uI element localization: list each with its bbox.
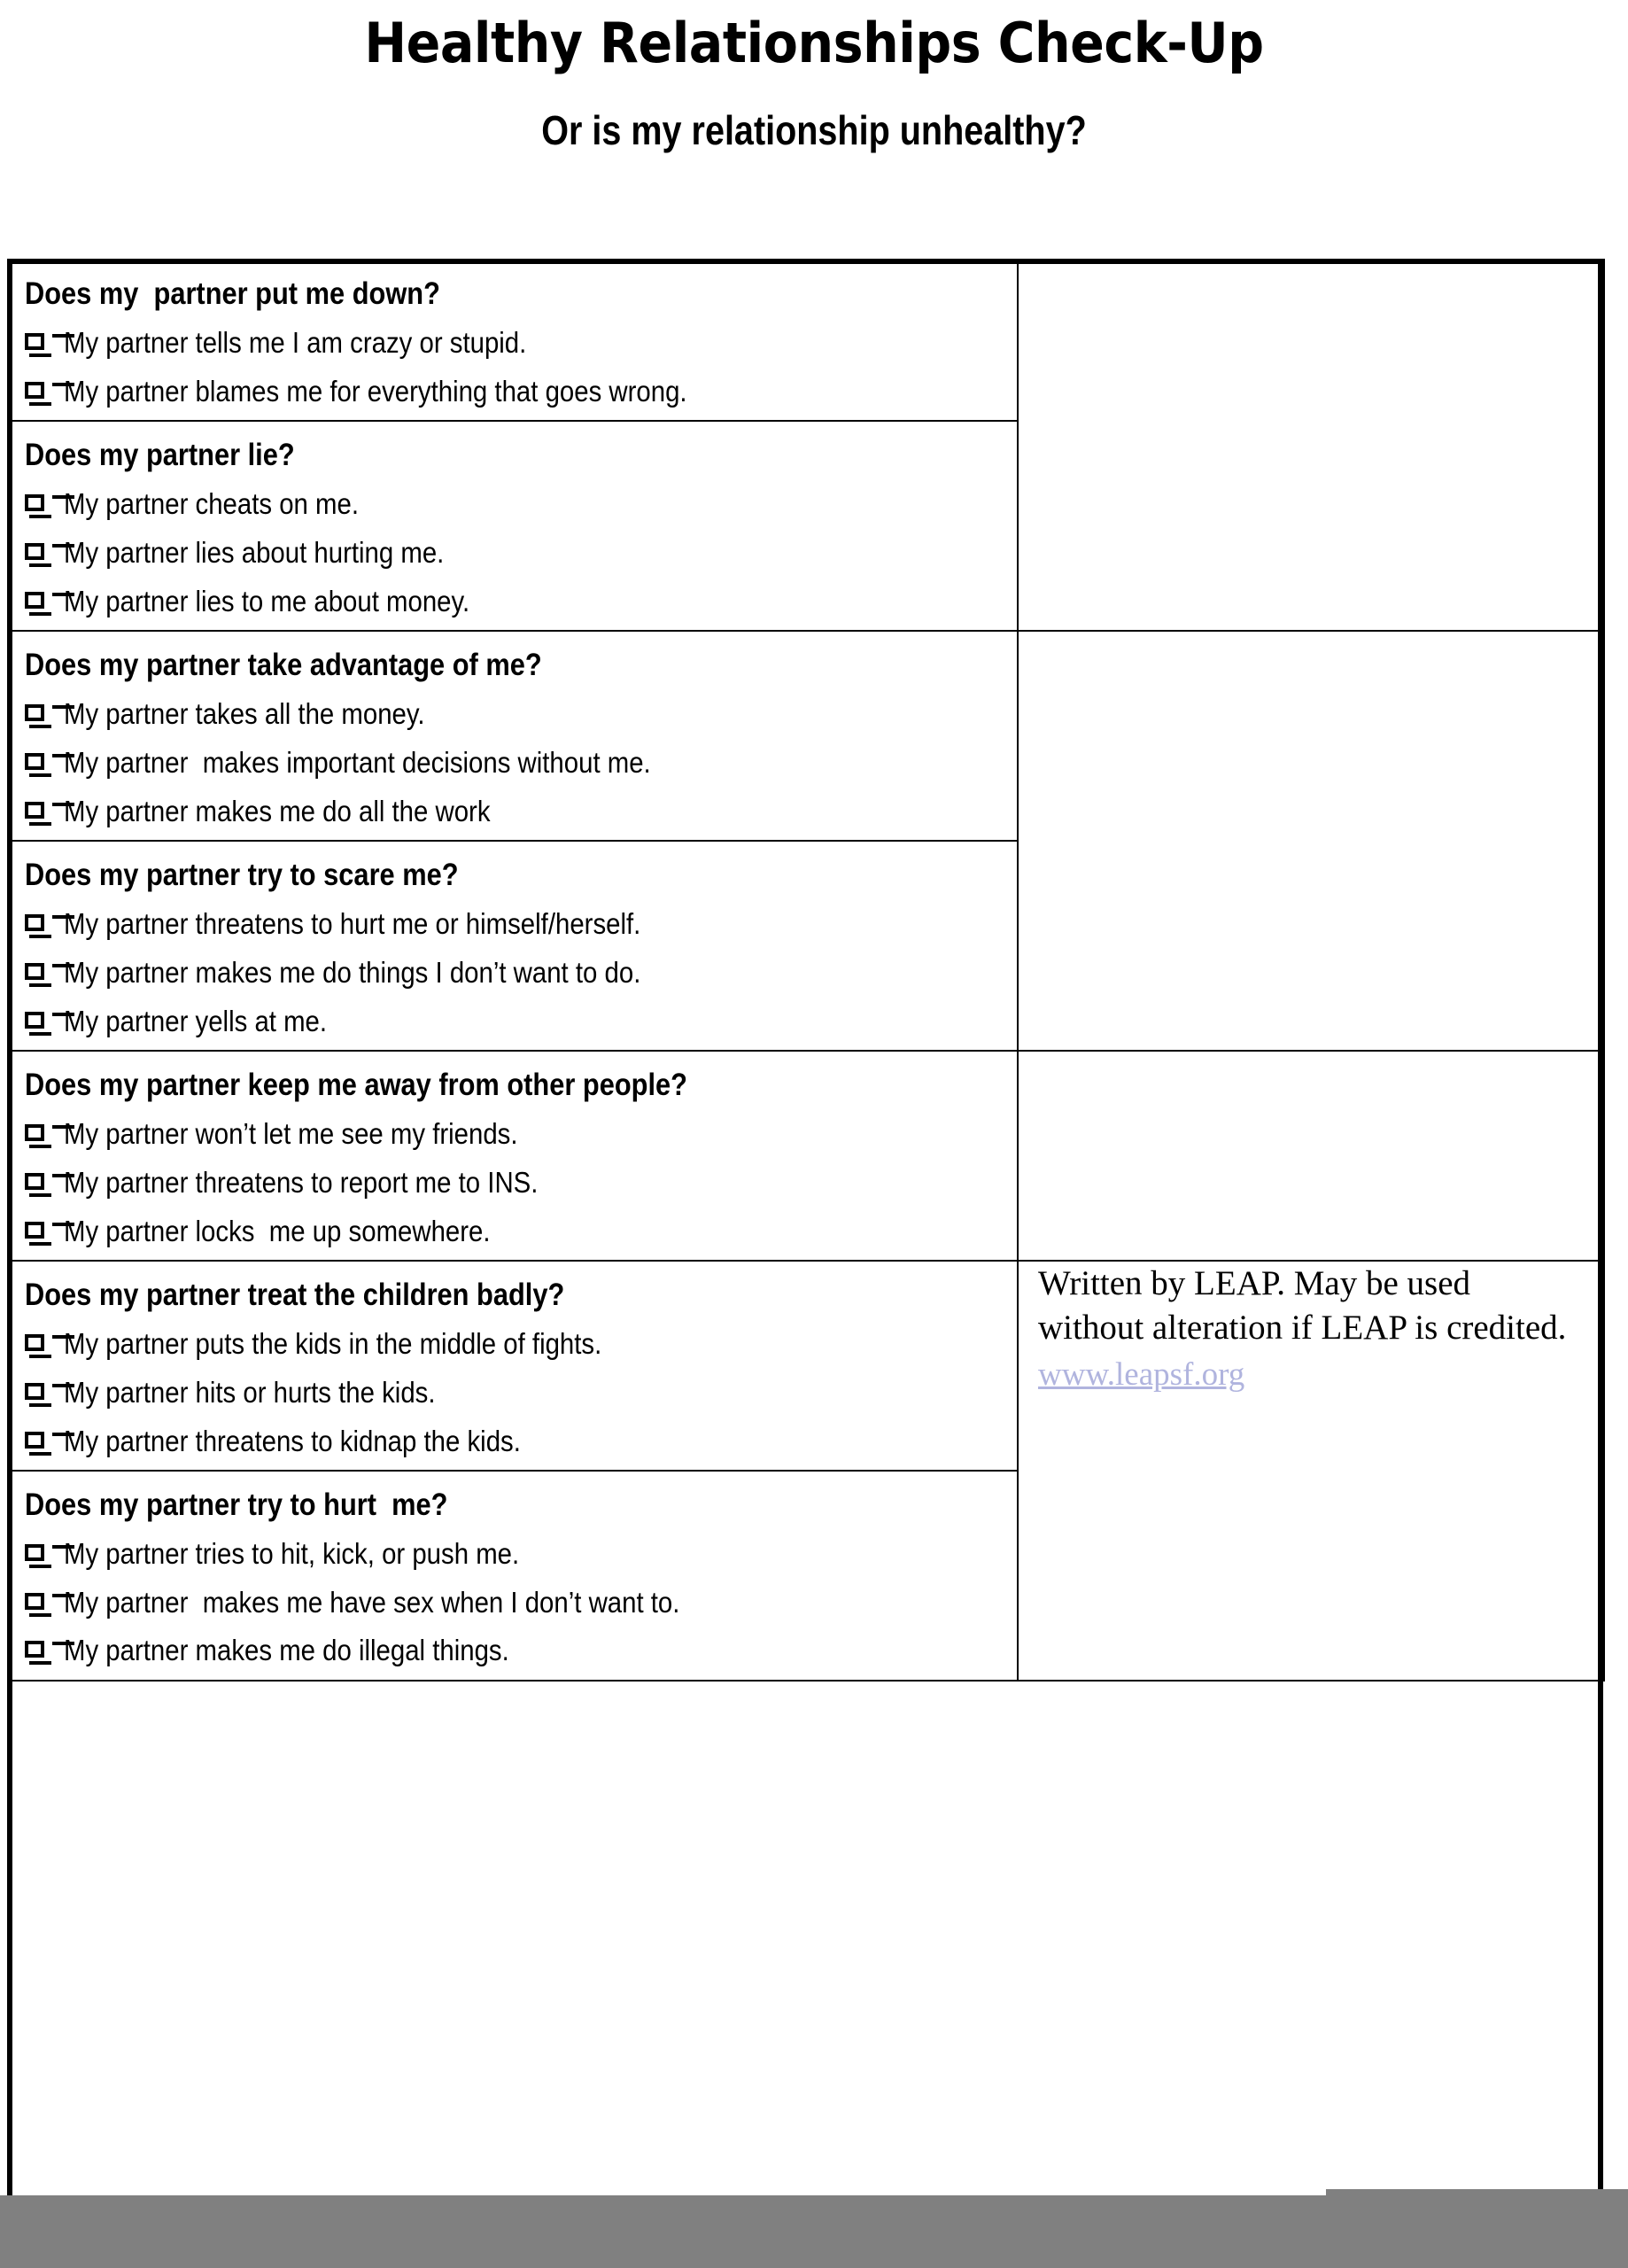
checklist <box>25 1539 1017 1666</box>
checkup-table <box>7 259 1605 1682</box>
list-item-label: My partner tells me I am crazy or stupid. <box>64 326 527 359</box>
list-item-label: My partner hits or hurts the kids. <box>64 1375 436 1409</box>
list-item[interactable] <box>25 489 1017 519</box>
list-item[interactable] <box>25 1119 1017 1149</box>
section-cell-2 <box>8 421 1018 631</box>
section-heading: Does my partner keep me away from other people? <box>25 1068 687 1103</box>
list-item[interactable] <box>25 1635 1017 1666</box>
checkbox-icon[interactable] <box>25 963 51 987</box>
list-item-label: My partner threatens to report me to INS. <box>64 1165 539 1199</box>
checkbox-icon[interactable] <box>25 592 51 616</box>
list-item-label: My partner threatens to hurt me or himself/herself. <box>64 907 641 941</box>
table-frame-top <box>7 259 1603 264</box>
checklist <box>25 328 1017 406</box>
list-item-label: My partner locks me up somewhere. <box>64 1214 491 1247</box>
checklist <box>25 1119 1017 1246</box>
section-cell-5 <box>8 1051 1018 1261</box>
table-row <box>8 631 1604 841</box>
list-item[interactable] <box>25 535 1017 569</box>
list-item[interactable] <box>25 1539 1017 1569</box>
checkbox-icon[interactable] <box>25 494 51 518</box>
blank-note-cell-a[interactable] <box>1018 260 1604 631</box>
checkbox-icon[interactable] <box>25 1012 51 1036</box>
checklist <box>25 909 1017 1036</box>
list-item-label: My partner makes me have sex when I don’t want to. <box>64 1585 680 1619</box>
section-3 <box>9 632 1017 840</box>
list-item-label: My partner lies to me about money. <box>64 584 470 617</box>
list-item[interactable] <box>25 374 1017 408</box>
list-item[interactable] <box>25 1426 1017 1456</box>
list-item-label: My partner makes me do things I don’t want to do. <box>64 955 641 989</box>
section-cell-3 <box>8 631 1018 841</box>
checkbox-icon[interactable] <box>25 753 51 777</box>
section-5 <box>9 1052 1017 1260</box>
table-row <box>8 260 1604 421</box>
list-item-label: My partner won’t let me see my friends. <box>64 1117 518 1151</box>
section-4 <box>9 842 1017 1050</box>
section-heading: Does my partner put me down? <box>25 276 440 311</box>
checkbox-icon[interactable] <box>25 543 51 567</box>
checkbox-icon[interactable] <box>25 704 51 728</box>
page-subtitle: Or is my relationship unhealthy? <box>541 107 1087 153</box>
checkbox-icon[interactable] <box>25 1593 51 1617</box>
scan-band-left <box>0 2195 1326 2268</box>
list-item-label: My partner makes me do illegal things. <box>64 1634 509 1667</box>
checkbox-icon[interactable] <box>25 1173 51 1197</box>
checkbox-icon[interactable] <box>25 1641 51 1665</box>
website-link[interactable]: www.leapsf.org <box>1038 1356 1245 1393</box>
credit-text: Written by LEAP. May be used without alteration if LEAP is credited. <box>1038 1264 1567 1348</box>
list-item-label: My partner blames me for everything that goes wrong. <box>64 374 687 408</box>
checkbox-icon[interactable] <box>25 333 51 357</box>
checkbox-icon[interactable] <box>25 914 51 938</box>
list-item[interactable] <box>25 955 1017 989</box>
table-frame-left <box>7 259 12 2224</box>
list-item-label: My partner lies about hurting me. <box>64 535 445 569</box>
list-item-label: My partner yells at me. <box>64 1004 328 1037</box>
list-item[interactable] <box>25 1329 1017 1359</box>
list-item-label: My partner takes all the money. <box>64 697 425 731</box>
checkbox-icon[interactable] <box>25 1383 51 1407</box>
list-item[interactable] <box>25 1165 1017 1199</box>
table-row <box>8 1051 1604 1261</box>
checklist <box>25 699 1017 826</box>
checkbox-icon[interactable] <box>25 382 51 406</box>
section-1 <box>9 260 1017 420</box>
list-item-label: My partner makes important decisions without me. <box>64 745 651 779</box>
checkbox-icon[interactable] <box>25 802 51 826</box>
blank-note-cell-b[interactable] <box>1018 631 1604 1051</box>
section-heading: Does my partner take advantage of me? <box>25 648 542 683</box>
section-cell-7 <box>8 1471 1018 1681</box>
section-cell-6 <box>8 1261 1018 1471</box>
checklist <box>25 1329 1017 1456</box>
section-cell-1 <box>8 260 1018 421</box>
section-7 <box>9 1472 1017 1680</box>
list-item[interactable] <box>25 328 1017 358</box>
list-item-label: My partner threatens to kidnap the kids. <box>64 1424 521 1457</box>
section-heading: Does my partner lie? <box>25 438 295 473</box>
list-item[interactable] <box>25 1006 1017 1037</box>
list-item[interactable] <box>25 586 1017 617</box>
section-2 <box>9 422 1017 630</box>
section-6 <box>9 1262 1017 1470</box>
credit-cell <box>1018 1261 1604 1681</box>
list-item-label: My partner puts the kids in the middle of fights. <box>64 1327 602 1361</box>
list-item[interactable] <box>25 796 1017 827</box>
list-item[interactable] <box>25 699 1017 729</box>
section-heading: Does my partner treat the children badly? <box>25 1278 565 1313</box>
list-item[interactable] <box>25 1375 1017 1409</box>
list-item-label: My partner makes me do all the work <box>64 794 491 827</box>
table-row <box>8 1261 1604 1471</box>
checkbox-icon[interactable] <box>25 1432 51 1456</box>
checkbox-icon[interactable] <box>25 1222 51 1246</box>
section-cell-4 <box>8 841 1018 1051</box>
page-title: Healthy Relationships Check-Up <box>364 11 1264 75</box>
section-heading: Does my partner try to hurt me? <box>25 1487 448 1523</box>
list-item[interactable] <box>25 1216 1017 1247</box>
checkbox-icon[interactable] <box>25 1334 51 1358</box>
list-item-label: My partner tries to hit, kick, or push me. <box>64 1537 520 1571</box>
list-item[interactable] <box>25 909 1017 939</box>
checklist <box>25 489 1017 616</box>
document-header <box>0 0 1628 151</box>
list-item-label: My partner cheats on me. <box>64 487 360 521</box>
checkbox-icon[interactable] <box>25 1124 51 1148</box>
table-frame-right <box>1598 259 1603 2224</box>
blank-note-cell-c[interactable] <box>1018 1051 1604 1261</box>
scan-band-right <box>1326 2189 1628 2268</box>
list-item[interactable] <box>25 1585 1017 1619</box>
section-heading: Does my partner try to scare me? <box>25 858 459 893</box>
checkbox-icon[interactable] <box>25 1544 51 1568</box>
list-item[interactable] <box>25 745 1017 779</box>
